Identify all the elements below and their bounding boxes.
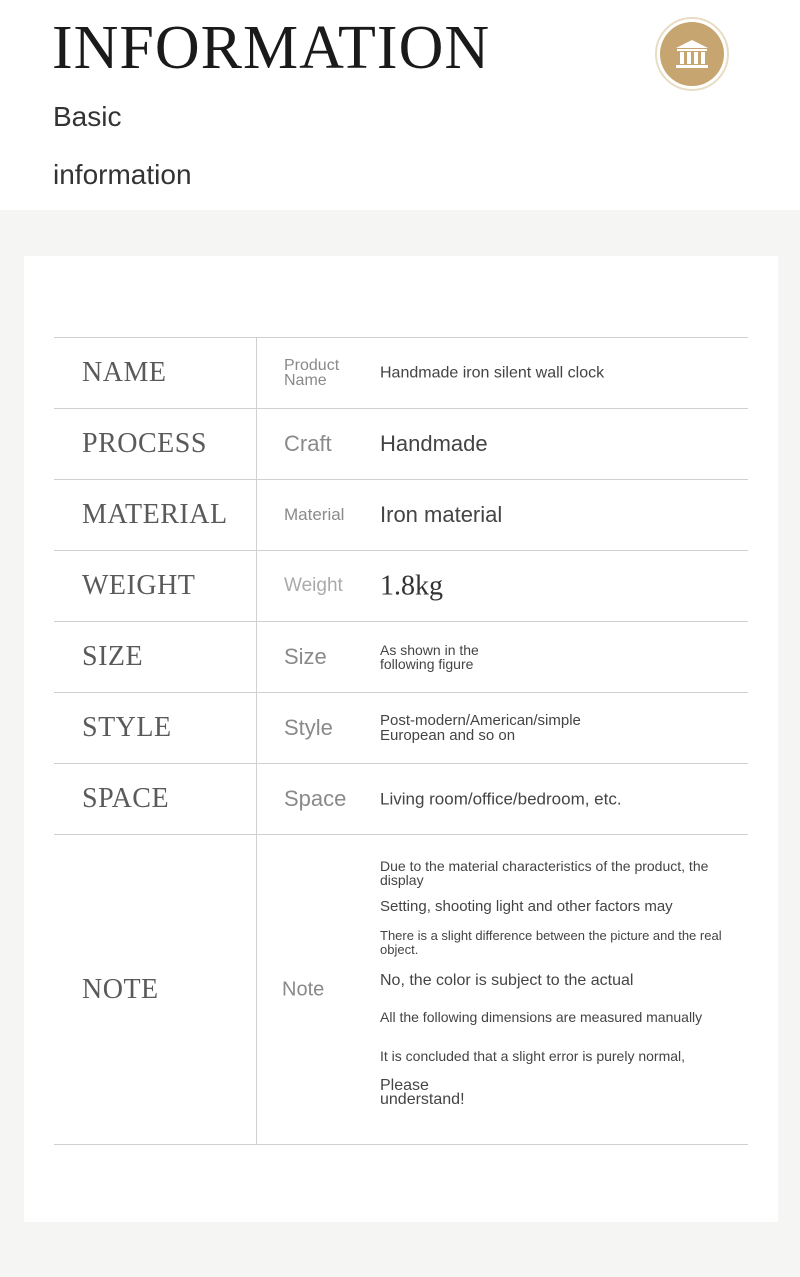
row-label: Size (284, 644, 327, 669)
building-icon (660, 22, 724, 86)
table-row-weight (54, 551, 748, 622)
row-en-label: MATERIAL (82, 499, 228, 530)
row-value: Iron material (380, 502, 503, 527)
row-en-label: STYLE (82, 712, 172, 743)
subtitle-line-1: Basic (53, 101, 122, 132)
row-label: Space (284, 786, 347, 811)
note-lines (380, 859, 745, 1107)
table-row-material (54, 480, 748, 551)
note-line: All the following dimensions are measured manually (380, 1009, 703, 1025)
table-row-style (54, 693, 748, 764)
row-label: Material (284, 505, 345, 524)
row-label: Style (284, 715, 333, 740)
row-en-label: SIZE (82, 641, 144, 672)
row-value: 1.8kg (380, 570, 443, 602)
table-row-note (54, 835, 748, 1145)
subtitle-line-2: information (53, 159, 192, 190)
note-line: It is concluded that a slight error is purely normal, (380, 1048, 686, 1064)
row-label: Weight (284, 575, 343, 596)
table-row-space (54, 764, 748, 835)
row-en-label: NOTE (82, 973, 159, 1005)
row-value: Living room/office/bedroom, etc. (380, 789, 622, 809)
page-title: INFORMATION (52, 14, 491, 82)
note-line: No, the color is subject to the actual (380, 972, 634, 989)
info-table (54, 337, 748, 1145)
row-en-label: WEIGHT (82, 570, 196, 601)
row-value: Post-modern/American/simple European and so on (380, 712, 581, 744)
row-value: Handmade iron silent wall clock (380, 364, 605, 382)
note-line: There is a slight difference between the picture and the real object. (380, 928, 722, 957)
table-row-name (54, 338, 748, 409)
note-line: Setting, shooting light and other factors may (380, 898, 673, 915)
row-value: Handmade (380, 431, 488, 456)
row-en-label: PROCESS (82, 428, 207, 459)
table-row-size (54, 622, 748, 693)
header (0, 0, 800, 210)
row-label: Craft (284, 431, 332, 456)
note-line: Please understand! (380, 1077, 465, 1108)
row-en-label: SPACE (82, 783, 170, 814)
brand-logo (655, 17, 729, 91)
row-label: Product Name (284, 357, 340, 389)
row-label: Note (282, 978, 325, 1000)
table-row-process (54, 409, 748, 480)
row-value: As shown in the following figure (380, 642, 479, 672)
note-line: Due to the material characteristics of the product, the display (380, 858, 709, 888)
row-en-label: NAME (82, 357, 167, 388)
